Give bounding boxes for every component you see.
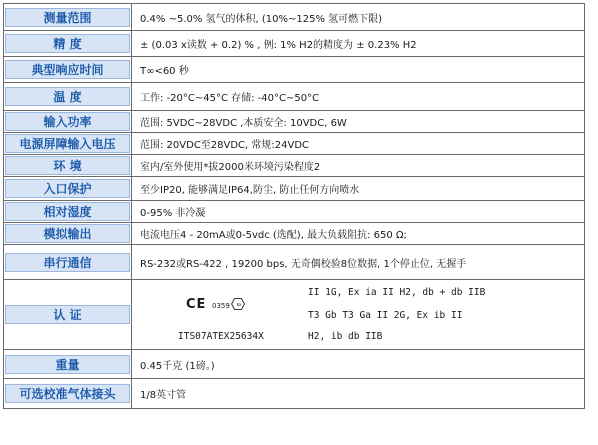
row-label: 典型响应时间 [5, 60, 130, 79]
row-value: T∞<60 秒 [132, 57, 585, 83]
table-row [4, 350, 585, 379]
table-row [4, 57, 585, 83]
table-row [4, 155, 585, 177]
certification-line: II 1G, Ex ia II H2, db + db IIB [308, 287, 486, 298]
table-row [4, 201, 585, 223]
row-value: 范围: 5VDC~28VDC ,本质安全: 10VDC, 6W [132, 111, 585, 133]
row-label: 串行通信 [5, 253, 130, 272]
row-value: 电流电压4 - 20mA或0-5vdc (选配), 最大负载阻抗: 650 Ω; [132, 223, 585, 245]
row-value: RS-232或RS-422 , 19200 bps, 无奇偶校验8位数据, 1个停止位, 无握手 [132, 245, 585, 280]
certification-line: T3 Gb T3 Ga II 2G, Ex ib II [308, 310, 463, 321]
row-label: 环 境 [5, 156, 130, 175]
svg-text:x: x [239, 302, 242, 308]
row-label: 温 度 [5, 87, 130, 106]
row-label: 测量范围 [5, 8, 130, 27]
row-label: 可选校准气体接头 [5, 384, 130, 403]
row-label: 重量 [5, 355, 130, 374]
ce-number: 0359 [212, 302, 230, 310]
row-value: ± (0.03 x读数 + 0.2) % , 例: 1% H2的精度为 ± 0.23% H2 [132, 31, 585, 57]
svg-text:ε: ε [236, 302, 240, 309]
row-value: 1/8英寸管 [132, 379, 585, 409]
table-row [4, 177, 585, 201]
row-label: 认 证 [5, 305, 130, 324]
table-row [4, 111, 585, 133]
row-label: 输入功率 [5, 112, 130, 131]
ce-mark: CE [186, 297, 207, 312]
row-value: 至少IP20, 能够满足IP64,防尘, 防止任何方向喷水 [132, 177, 585, 201]
table-row [4, 379, 585, 409]
table-row [4, 133, 585, 155]
row-value: 室内/室外使用*拔2000米环境污染程度2 [132, 155, 585, 177]
row-label: 精 度 [5, 34, 130, 53]
row-label: 入口保护 [5, 179, 130, 198]
spec-table [3, 3, 585, 409]
row-value: 0-95% 非冷凝 [132, 201, 585, 223]
table-row [4, 4, 585, 31]
row-value: 0.4% ~5.0% 氢气的体积, (10%~125% 氢可燃下限) [132, 4, 585, 31]
table-row [4, 83, 585, 111]
table-row [4, 245, 585, 280]
row-value: 0.45千克 (1磅。) [132, 350, 585, 379]
table-row [4, 31, 585, 57]
ex-hexagon-icon [231, 298, 245, 310]
certification-marks [142, 280, 292, 349]
certification-cell [132, 280, 585, 350]
certification-row [4, 280, 585, 350]
table-row [4, 223, 585, 245]
row-value: 工作: -20°C~45°C 存储: -40°C~50°C [132, 83, 585, 111]
certification-line: H2, ib db IIB [308, 331, 383, 342]
row-value: 范围: 20VDC至28VDC, 常规:24VDC [132, 133, 585, 155]
row-label: 电源屏障输入电压 [5, 134, 130, 153]
row-label: 相对湿度 [5, 202, 130, 221]
certificate-id: ITS07ATEX25634X [178, 331, 264, 342]
row-label: 模拟输出 [5, 224, 130, 243]
